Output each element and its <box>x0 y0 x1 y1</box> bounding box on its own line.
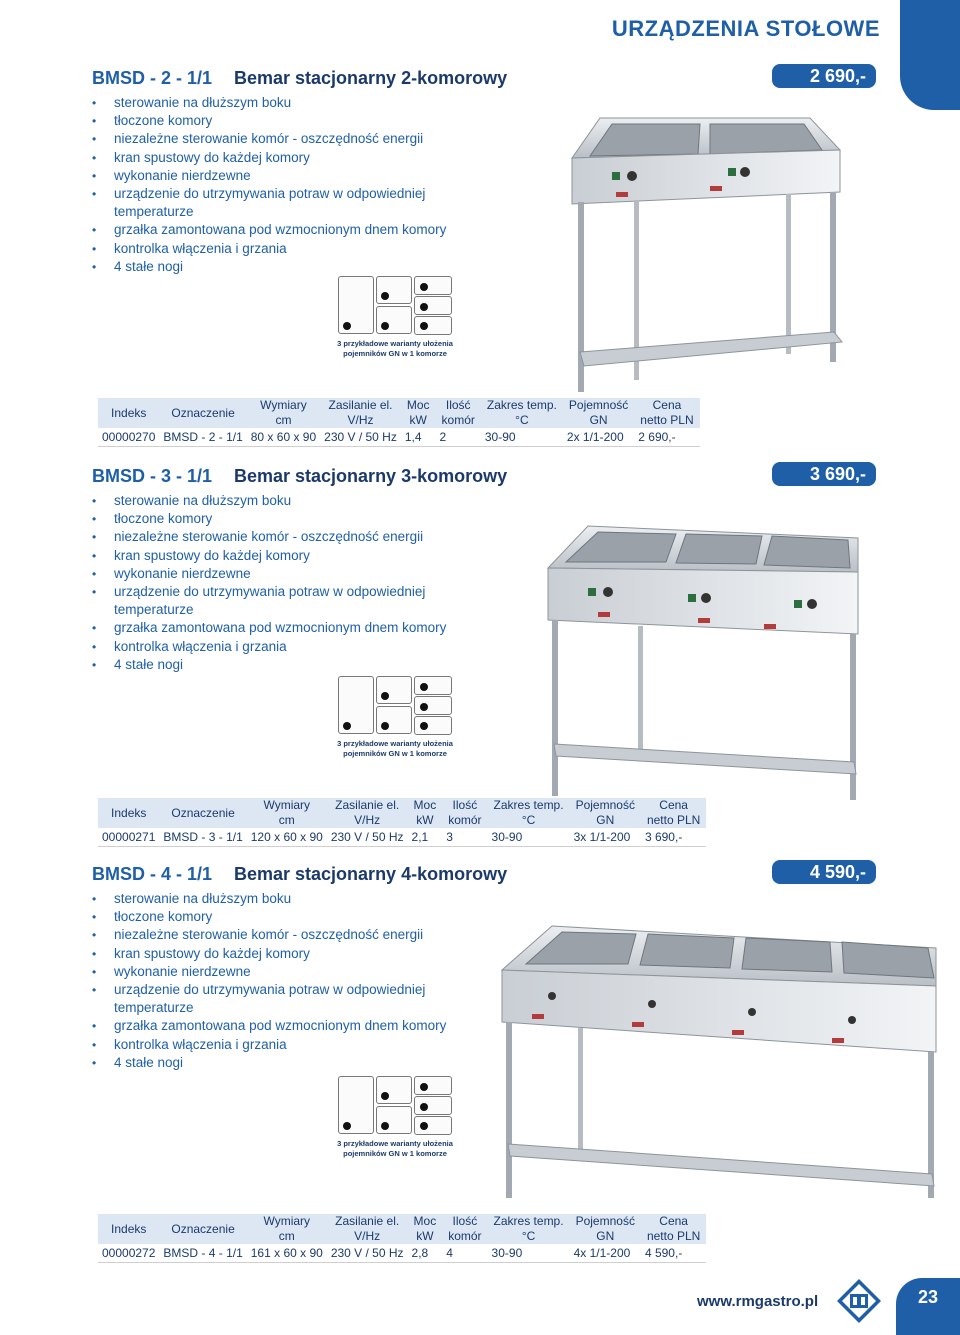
feature-item: • niezależne sterowanie komór - oszczędność energii <box>92 130 492 148</box>
col-header-cena: Cena netto PLN <box>641 1214 706 1244</box>
col-header-pojemnosc: Pojemność GN <box>570 798 641 828</box>
cell-wymiary: 80 x 60 x 90 <box>247 428 320 447</box>
col-header-zasilanie: Zasilanie el. V/Hz <box>320 398 401 428</box>
gn-caption-line: 3 przykładowe warianty ułożenia <box>337 339 453 348</box>
col-header-zakres: Zakres temp. °C <box>481 398 563 428</box>
product-photo <box>492 904 944 1204</box>
cell-pojemnosc: 2x 1/1-200 <box>563 428 634 447</box>
product-name: Bemar stacjonarny 3-komorowy <box>234 466 508 486</box>
cell-ilosc: 4 <box>442 1244 487 1263</box>
col-header-cena: Cena netto PLN <box>634 398 699 428</box>
feature-list <box>92 492 492 674</box>
price-badge: 2 690,- <box>772 64 876 88</box>
feature-item: • wykonanie nierdzewne <box>92 167 492 185</box>
feature-item: • niezależne sterowanie komór - oszczędność energii <box>92 528 492 546</box>
spec-table <box>98 398 700 447</box>
product-photo <box>560 96 850 396</box>
gn-caption-line: 3 przykładowe warianty ułożenia <box>337 1139 453 1148</box>
col-header-wymiary: Wymiary cm <box>247 798 327 828</box>
feature-item: temperaturze <box>114 602 194 618</box>
cell-indeks: 00000271 <box>98 828 159 847</box>
cell-pojemnosc: 3x 1/1-200 <box>570 828 641 847</box>
col-header-oznaczenie: Oznaczenie <box>159 398 246 428</box>
cell-zasilanie: 230 V / 50 Hz <box>320 428 401 447</box>
feature-item: • kontrolka włączenia i grzania <box>92 1036 492 1054</box>
cell-zakres: 30-90 <box>488 1244 570 1263</box>
feature-item: • kran spustowy do każdej komory <box>92 547 492 565</box>
col-header-ilosc: Ilość komór <box>442 798 487 828</box>
cell-zakres: 30-90 <box>481 428 563 447</box>
product-code: BMSD - 2 - 1/1 <box>92 68 213 88</box>
gn-caption-line: 3 przykładowe warianty ułożenia <box>337 739 453 748</box>
feature-item: • tłoczone komory <box>92 112 492 130</box>
col-header-zakres: Zakres temp. °C <box>488 1214 570 1244</box>
feature-item: • kontrolka włączenia i grzania <box>92 240 492 258</box>
cell-cena: 3 690,- <box>641 828 706 847</box>
product-section-1 <box>0 68 960 450</box>
feature-item: • wykonanie nierdzewne <box>92 565 492 583</box>
cell-moc: 2,8 <box>408 1244 443 1263</box>
feature-item: • 4 stałe nogi <box>92 656 492 674</box>
feature-item: • tłoczone komory <box>92 510 492 528</box>
table-header-row <box>98 798 706 828</box>
col-header-oznaczenie: Oznaczenie <box>159 798 246 828</box>
feature-item: • sterowanie na dłuższym boku <box>92 492 492 510</box>
page-number: 23 <box>896 1278 960 1335</box>
cell-zasilanie: 230 V / 50 Hz <box>327 828 408 847</box>
feature-item: • wykonanie nierdzewne <box>92 963 492 981</box>
feature-item: temperaturze <box>114 1000 194 1016</box>
feature-item: • sterowanie na dłuższym boku <box>92 890 492 908</box>
gn-caption-line: pojemników GN w 1 komorze <box>343 749 447 758</box>
rm-gastro-logo-icon <box>836 1278 882 1324</box>
spec-table <box>98 798 706 847</box>
product-title-row <box>92 466 876 492</box>
product-section-2 <box>0 466 960 850</box>
cell-indeks: 00000270 <box>98 428 159 447</box>
price-badge: 4 590,- <box>772 860 876 884</box>
cell-oznaczenie: BMSD - 3 - 1/1 <box>159 828 246 847</box>
col-header-ilosc: Ilość komór <box>436 398 481 428</box>
feature-list <box>92 94 492 276</box>
cell-moc: 1,4 <box>401 428 436 447</box>
product-title-row <box>92 864 876 890</box>
col-header-zasilanie: Zasilanie el. V/Hz <box>327 798 408 828</box>
cell-wymiary: 120 x 60 x 90 <box>247 828 327 847</box>
feature-item: • grzałka zamontowana pod wzmocnionym dnem komory <box>92 619 492 637</box>
website-link[interactable]: www.rmgastro.pl <box>697 1293 819 1310</box>
product-section-3 <box>0 864 960 1274</box>
table-row <box>98 828 706 847</box>
col-header-moc: Moc kW <box>408 798 443 828</box>
product-code: BMSD - 4 - 1/1 <box>92 864 213 884</box>
table-row <box>98 428 700 447</box>
spec-table <box>98 1214 706 1263</box>
col-header-moc: Moc kW <box>408 1214 443 1244</box>
gn-arrangement-diagram <box>338 1076 454 1164</box>
col-header-pojemnosc: Pojemność GN <box>570 1214 641 1244</box>
feature-item: • tłoczone komory <box>92 908 492 926</box>
product-code: BMSD - 3 - 1/1 <box>92 466 213 486</box>
cell-wymiary: 161 x 60 x 90 <box>247 1244 327 1263</box>
gn-caption-line: pojemników GN w 1 komorze <box>343 349 447 358</box>
product-name: Bemar stacjonarny 4-komorowy <box>234 864 508 884</box>
feature-item: • 4 stałe nogi <box>92 258 492 276</box>
page-category: URZĄDZENIA STOŁOWE <box>611 16 880 41</box>
cell-pojemnosc: 4x 1/1-200 <box>570 1244 641 1263</box>
cell-ilosc: 2 <box>436 428 481 447</box>
feature-item: • urządzenie do utrzymywania potraw w odpowiedniej <box>92 583 492 601</box>
feature-item: • 4 stałe nogi <box>92 1054 492 1072</box>
col-header-cena: Cena netto PLN <box>641 798 706 828</box>
col-header-wymiary: Wymiary cm <box>247 1214 327 1244</box>
feature-item: • grzałka zamontowana pod wzmocnionym dnem komory <box>92 1017 492 1035</box>
product-name: Bemar stacjonarny 2-komorowy <box>234 68 508 88</box>
table-row <box>98 1244 706 1263</box>
feature-item: • kran spustowy do każdej komory <box>92 945 492 963</box>
col-header-ilosc: Ilość komór <box>442 1214 487 1244</box>
col-header-zakres: Zakres temp. °C <box>488 798 570 828</box>
col-header-moc: Moc kW <box>401 398 436 428</box>
feature-item: • grzałka zamontowana pod wzmocnionym dnem komory <box>92 221 492 239</box>
cell-cena: 4 590,- <box>641 1244 706 1263</box>
col-header-indeks: Indeks <box>98 1214 159 1244</box>
cell-oznaczenie: BMSD - 4 - 1/1 <box>159 1244 246 1263</box>
gn-arrangement-diagram <box>338 276 454 364</box>
cell-cena: 2 690,- <box>634 428 699 447</box>
feature-item: • sterowanie na dłuższym boku <box>92 94 492 112</box>
feature-item: • niezależne sterowanie komór - oszczędność energii <box>92 926 492 944</box>
cell-zasilanie: 230 V / 50 Hz <box>327 1244 408 1263</box>
feature-list <box>92 890 492 1072</box>
feature-item: • urządzenie do utrzymywania potraw w odpowiedniej <box>92 185 492 203</box>
col-header-zasilanie: Zasilanie el. V/Hz <box>327 1214 408 1244</box>
col-header-wymiary: Wymiary cm <box>247 398 320 428</box>
cell-zakres: 30-90 <box>488 828 570 847</box>
cell-oznaczenie: BMSD - 2 - 1/1 <box>159 428 246 447</box>
feature-item: • urządzenie do utrzymywania potraw w odpowiedniej <box>92 981 492 999</box>
col-header-indeks: Indeks <box>98 798 159 828</box>
cell-moc: 2,1 <box>408 828 443 847</box>
table-header-row <box>98 1214 706 1244</box>
col-header-pojemnosc: Pojemność GN <box>563 398 634 428</box>
col-header-oznaczenie: Oznaczenie <box>159 1214 246 1244</box>
col-header-indeks: Indeks <box>98 398 159 428</box>
product-photo <box>538 516 868 806</box>
feature-item: temperaturze <box>114 204 194 220</box>
gn-caption-line: pojemników GN w 1 komorze <box>343 1149 447 1158</box>
gn-arrangement-diagram <box>338 676 454 764</box>
table-header-row <box>98 398 700 428</box>
feature-item: • kontrolka włączenia i grzania <box>92 638 492 656</box>
feature-item: • kran spustowy do każdej komory <box>92 149 492 167</box>
cell-ilosc: 3 <box>442 828 487 847</box>
cell-indeks: 00000272 <box>98 1244 159 1263</box>
price-badge: 3 690,- <box>772 462 876 486</box>
product-title-row <box>92 68 876 94</box>
